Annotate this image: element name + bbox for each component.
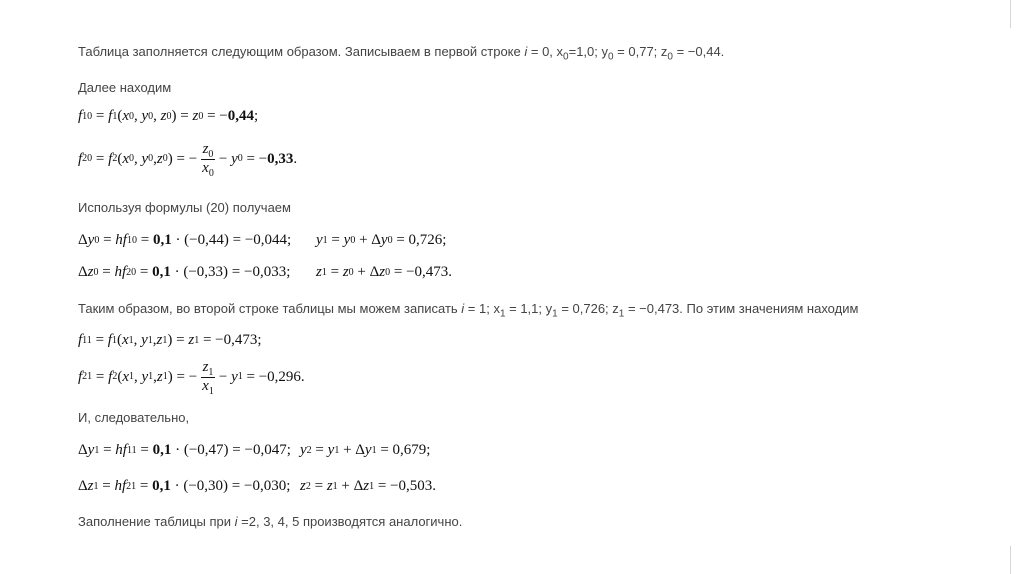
formula-z1: z 1 = z 0 + Δ z 0 = −0,473.: [316, 264, 453, 280]
formula-f11: f 11 = f 1 ( x 1 , y 1 , z 1 ) = z 1 = −0,473;: [78, 332, 262, 348]
formula-dy1: Δ y 1 = hf 11 = 0,1 · (−0,47) = −0,047;: [78, 442, 291, 458]
formula-f10: f 10 = f 1 ( x 0 , y 0 , z 0 ) = z 0 = − 0,44 ;: [78, 108, 259, 124]
formula-dz1: Δ z 1 = hf 21 = 0,1 · (−0,30) = −0,030;: [78, 478, 291, 494]
formula-dy0: Δ y 0 = hf 10 = 0,1 · (−0,44) = −0,044;: [78, 232, 292, 248]
formula-z2: z 2 = z 1 + Δ z 1 = −0,503.: [300, 478, 437, 494]
formula-f20: f 20 = f 2 ( x 0 , y 0 , z 0 ) = − $\frac{z_0}{x_0}$ − y 0 = − 0,33 .: [78, 141, 298, 179]
formula-y1: y 1 = y 0 + Δ y 0 = 0,726;: [316, 232, 447, 248]
paragraph-next: Далее находим: [78, 80, 172, 95]
formula-y2: y 2 = y 1 + Δ y 1 = 0,679;: [300, 442, 431, 458]
formula-f21: f 21 = f 2 ( x 1 , y 1 , z 1 ) = − $\frac{z_1}{x_1}$ − y 1 = −0,296.: [78, 359, 305, 397]
paragraph-using-formulas: Используя формулы (20) получаем: [78, 200, 291, 215]
formula-dz0: Δ z 0 = hf 20 = 0,1 · (−0,33) = −0,033;: [78, 264, 291, 280]
paragraph-intro: Таблица заполняется следующим образом. Записываем в первой строке i = 0, $x_0=1,0$; $y_0 = 0,77$; $z_0 = -0,44$.: [78, 44, 725, 63]
paragraph-second-row: Таким образом, во второй строке таблицы мы можем записать i = 1; $x_1 = 1,1$; $y_1 = 0,726$; $z_1 = -0,473$. По этим значениям находим: [78, 301, 859, 320]
paragraph-therefore: И, следовательно,: [78, 410, 190, 425]
paragraph-conclusion: Заполнение таблицы при i =2, 3, 4, 5 производятся аналогично.: [78, 514, 463, 529]
corner-mark-top: [1010, 0, 1011, 28]
corner-mark-bottom: [1010, 546, 1011, 574]
